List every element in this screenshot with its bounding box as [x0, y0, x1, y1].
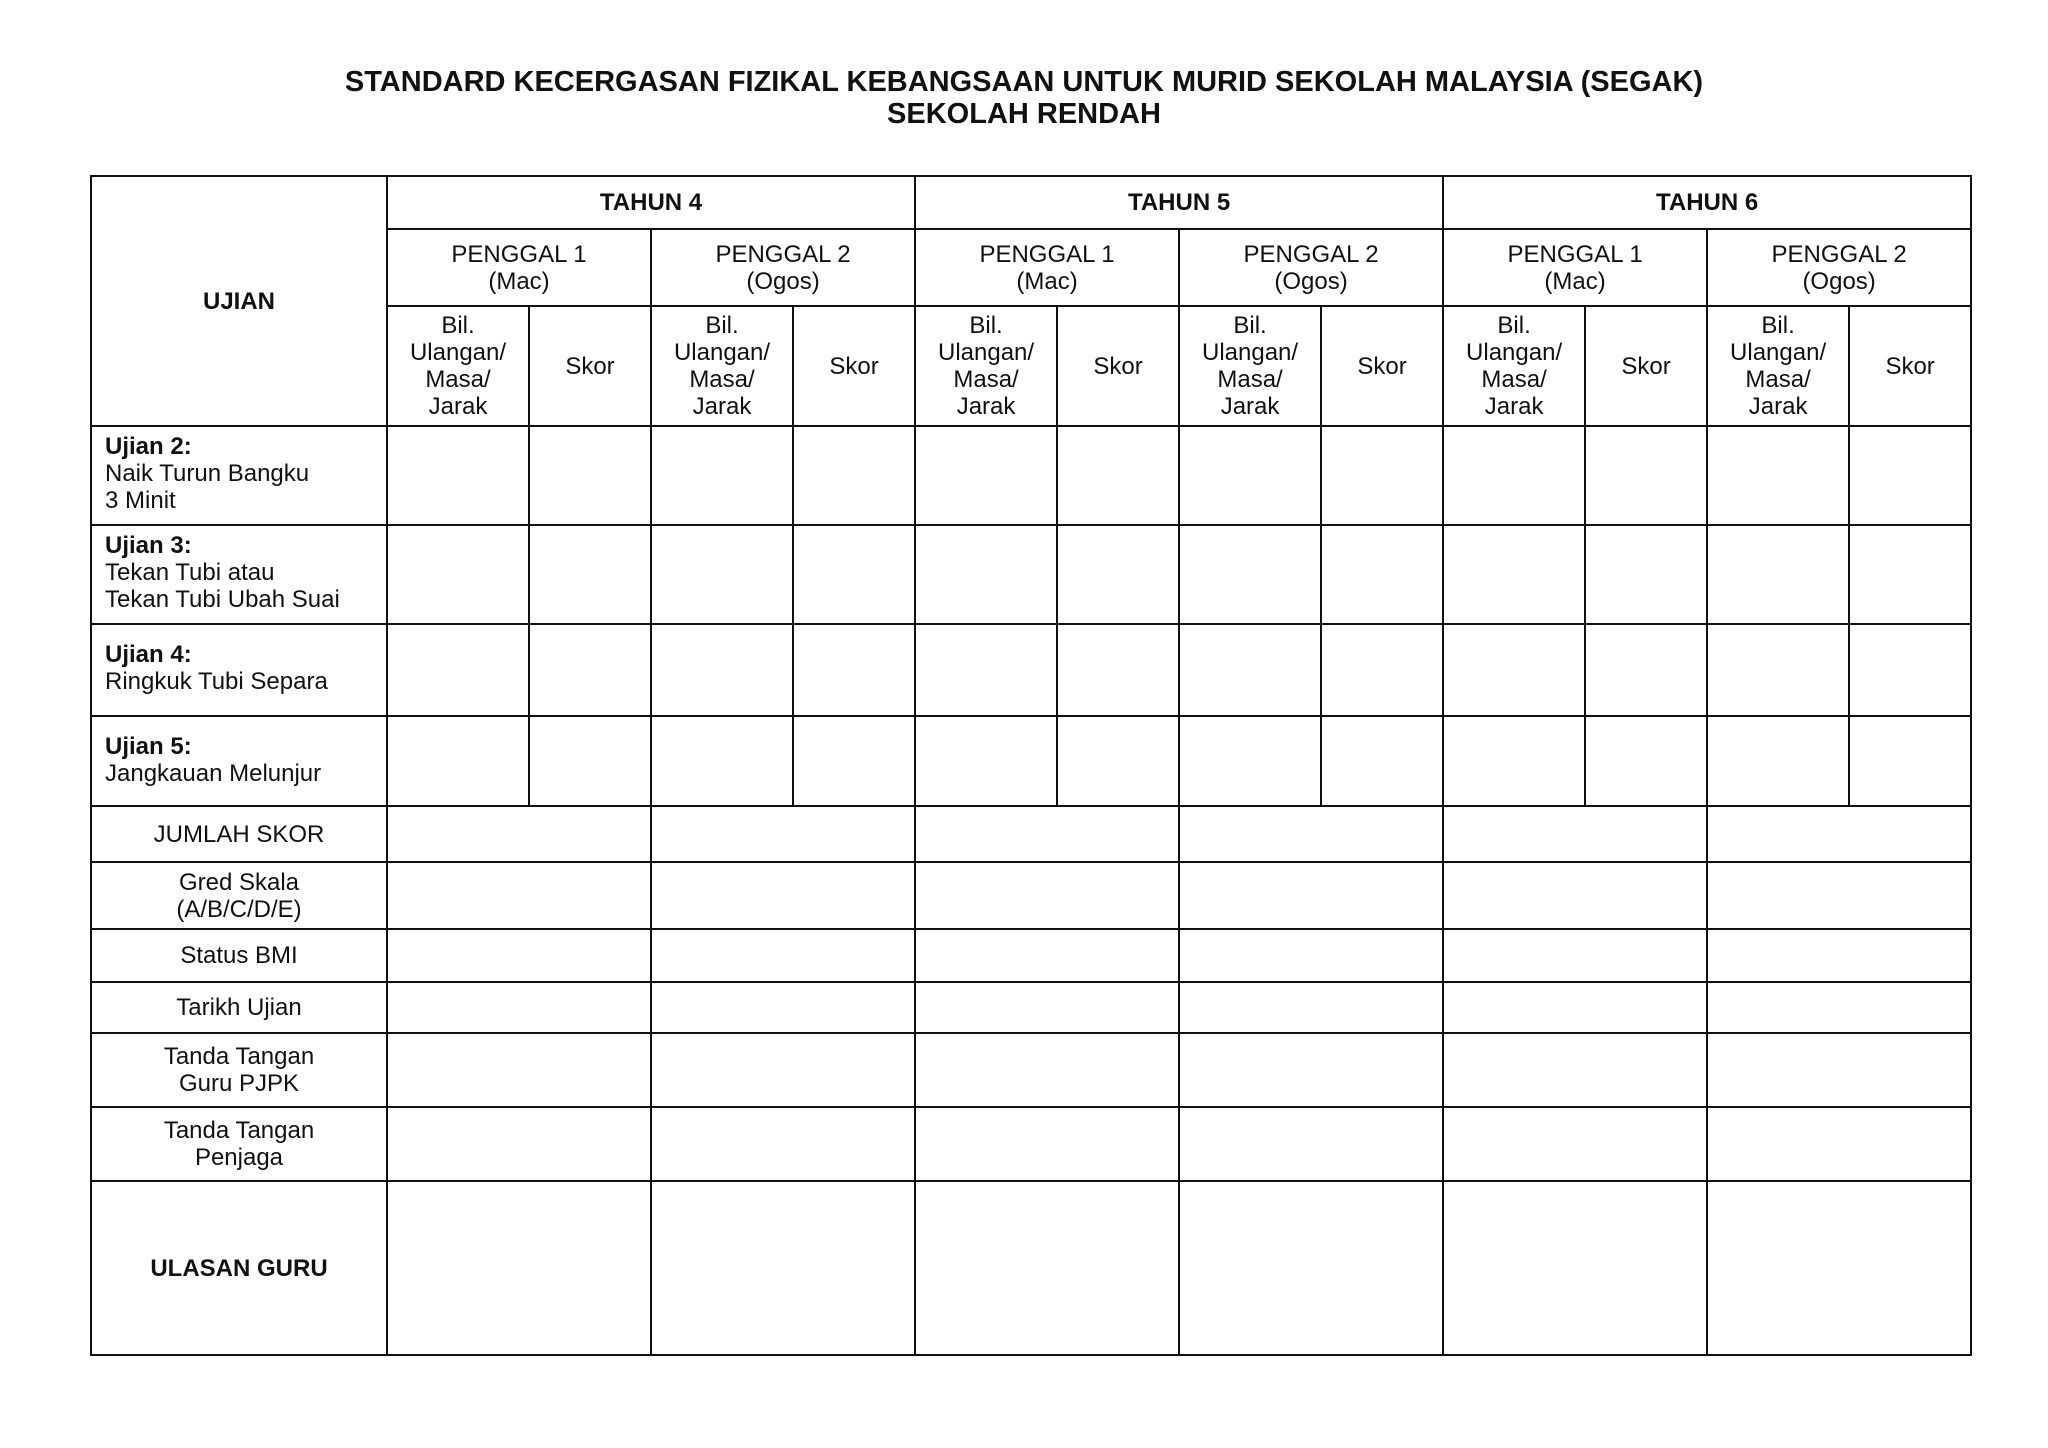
summary-label: JUMLAH SKOR [91, 806, 387, 862]
summary-row-tanda-tangan-guru [91, 1033, 1971, 1107]
entry-cell[interactable] [387, 624, 529, 716]
entry-cell[interactable] [1707, 624, 1849, 716]
entry-cell[interactable] [1707, 716, 1849, 806]
entry-cell[interactable] [1057, 716, 1179, 806]
title-line-2: SEKOLAH RENDAH [887, 98, 1161, 130]
term-header: PENGGAL 2 (Ogos) [1179, 229, 1443, 306]
entry-cell[interactable] [1585, 426, 1707, 525]
test-label: Ujian 5: Jangkauan Melunjur [91, 716, 387, 806]
entry-cell[interactable] [529, 624, 651, 716]
entry-cell[interactable] [387, 1033, 651, 1107]
entry-cell[interactable] [1849, 525, 1971, 624]
year-header-tahun-6: TAHUN 6 [1443, 176, 1971, 229]
segak-score-table [90, 175, 1972, 1356]
entry-cell[interactable] [651, 982, 915, 1033]
entry-cell[interactable] [1443, 716, 1585, 806]
entry-cell[interactable] [387, 1181, 651, 1355]
entry-cell[interactable] [1321, 716, 1443, 806]
entry-cell[interactable] [651, 1181, 915, 1355]
entry-cell[interactable] [651, 624, 793, 716]
entry-cell[interactable] [1057, 525, 1179, 624]
entry-cell[interactable] [915, 525, 1057, 624]
summary-row-gred-skala [91, 862, 1971, 929]
entry-cell[interactable] [1849, 716, 1971, 806]
summary-row-tanda-tangan-penjaga [91, 1107, 1971, 1181]
year-header-tahun-4: TAHUN 4 [387, 176, 915, 229]
entry-cell[interactable] [1179, 1181, 1443, 1355]
entry-cell[interactable] [1443, 624, 1585, 716]
entry-cell[interactable] [1321, 525, 1443, 624]
test-row [91, 525, 1971, 624]
entry-cell[interactable] [651, 426, 793, 525]
entry-cell[interactable] [1057, 624, 1179, 716]
summary-label: Tanda Tangan Penjaga [91, 1107, 387, 1181]
entry-cell[interactable] [1443, 862, 1707, 929]
skor-column-header: Skor [793, 306, 915, 426]
entry-cell[interactable] [1707, 982, 1971, 1033]
year-header-tahun-5: TAHUN 5 [915, 176, 1443, 229]
entry-cell[interactable] [387, 426, 529, 525]
entry-cell[interactable] [387, 1107, 651, 1181]
test-label: Ujian 3: Tekan Tubi atau Tekan Tubi Ubah Suai [91, 525, 387, 624]
entry-cell[interactable] [1443, 806, 1707, 862]
entry-cell[interactable] [529, 426, 651, 525]
table-body [91, 176, 1971, 1355]
skor-column-header: Skor [1321, 306, 1443, 426]
entry-cell[interactable] [1443, 1033, 1707, 1107]
entry-cell[interactable] [1707, 1107, 1971, 1181]
entry-cell[interactable] [1057, 426, 1179, 525]
entry-cell[interactable] [1321, 426, 1443, 525]
entry-cell[interactable] [915, 624, 1057, 716]
entry-cell[interactable] [1707, 806, 1971, 862]
skor-column-header: Skor [529, 306, 651, 426]
entry-cell[interactable] [1179, 525, 1321, 624]
bil-column-header: Bil. Ulangan/ Masa/ Jarak [1443, 306, 1585, 426]
entry-cell[interactable] [1585, 525, 1707, 624]
bil-column-header: Bil. Ulangan/ Masa/ Jarak [1179, 306, 1321, 426]
entry-cell[interactable] [793, 716, 915, 806]
entry-cell[interactable] [1707, 525, 1849, 624]
entry-cell[interactable] [1849, 624, 1971, 716]
entry-cell[interactable] [651, 1033, 915, 1107]
entry-cell[interactable] [529, 716, 651, 806]
entry-cell[interactable] [1585, 624, 1707, 716]
entry-cell[interactable] [1179, 624, 1321, 716]
entry-cell[interactable] [651, 1107, 915, 1181]
entry-cell[interactable] [915, 862, 1179, 929]
entry-cell[interactable] [915, 982, 1179, 1033]
entry-cell[interactable] [1707, 862, 1971, 929]
summary-label: Status BMI [91, 929, 387, 982]
entry-cell[interactable] [387, 806, 651, 862]
entry-cell[interactable] [1179, 982, 1443, 1033]
entry-cell[interactable] [1443, 426, 1585, 525]
entry-cell[interactable] [651, 862, 915, 929]
header-row-years [91, 176, 1971, 229]
entry-cell[interactable] [915, 929, 1179, 982]
entry-cell[interactable] [793, 426, 915, 525]
entry-cell[interactable] [1443, 1181, 1707, 1355]
entry-cell[interactable] [915, 1107, 1179, 1181]
entry-cell[interactable] [1849, 426, 1971, 525]
entry-cell[interactable] [793, 525, 915, 624]
entry-cell[interactable] [387, 982, 651, 1033]
summary-row-jumlah-skor [91, 806, 1971, 862]
entry-cell[interactable] [915, 806, 1179, 862]
test-label: Ujian 4: Ringkuk Tubi Separa [91, 624, 387, 716]
entry-cell[interactable] [915, 1181, 1179, 1355]
ujian-header: UJIAN [91, 176, 387, 426]
entry-cell[interactable] [793, 624, 915, 716]
entry-cell[interactable] [387, 862, 651, 929]
test-label: Ujian 2: Naik Turun Bangku 3 Minit [91, 426, 387, 525]
summary-label: Tarikh Ujian [91, 982, 387, 1033]
entry-cell[interactable] [1179, 426, 1321, 525]
test-row [91, 716, 1971, 806]
entry-cell[interactable] [651, 525, 793, 624]
summary-label: Tanda Tangan Guru PJPK [91, 1033, 387, 1107]
entry-cell[interactable] [1179, 806, 1443, 862]
entry-cell[interactable] [1443, 525, 1585, 624]
title-line-1: STANDARD KECERGASAN FIZIKAL KEBANGSAAN UNTUK MURID SEKOLAH MALAYSIA (SEGAK) [344, 66, 1704, 98]
summary-row-status-bmi [91, 929, 1971, 982]
bil-column-header: Bil. Ulangan/ Masa/ Jarak [651, 306, 793, 426]
entry-cell[interactable] [651, 716, 793, 806]
entry-cell[interactable] [387, 929, 651, 982]
skor-column-header: Skor [1849, 306, 1971, 426]
entry-cell[interactable] [529, 525, 651, 624]
entry-cell[interactable] [1707, 1181, 1971, 1355]
term-header: PENGGAL 2 (Ogos) [651, 229, 915, 306]
entry-cell[interactable] [1707, 1033, 1971, 1107]
term-header: PENGGAL 1 (Mac) [915, 229, 1179, 306]
term-header: PENGGAL 2 (Ogos) [1707, 229, 1971, 306]
page-title [0, 66, 2048, 130]
entry-cell[interactable] [1443, 982, 1707, 1033]
entry-cell[interactable] [1179, 929, 1443, 982]
skor-column-header: Skor [1585, 306, 1707, 426]
test-row [91, 426, 1971, 525]
entry-cell[interactable] [915, 716, 1057, 806]
skor-column-header: Skor [1057, 306, 1179, 426]
summary-label: Gred Skala (A/B/C/D/E) [91, 862, 387, 929]
entry-cell[interactable] [1443, 929, 1707, 982]
entry-cell[interactable] [915, 426, 1057, 525]
summary-row-tarikh-ujian [91, 982, 1971, 1033]
entry-cell[interactable] [915, 1033, 1179, 1107]
entry-cell[interactable] [387, 525, 529, 624]
ulasan-guru-label: ULASAN GURU [91, 1181, 387, 1355]
bil-column-header: Bil. Ulangan/ Masa/ Jarak [1707, 306, 1849, 426]
entry-cell[interactable] [1321, 624, 1443, 716]
entry-cell[interactable] [1179, 1033, 1443, 1107]
entry-cell[interactable] [1179, 862, 1443, 929]
entry-cell[interactable] [1707, 929, 1971, 982]
term-header: PENGGAL 1 (Mac) [1443, 229, 1707, 306]
bil-column-header: Bil. Ulangan/ Masa/ Jarak [915, 306, 1057, 426]
entry-cell[interactable] [651, 806, 915, 862]
entry-cell[interactable] [1443, 1107, 1707, 1181]
term-header: PENGGAL 1 (Mac) [387, 229, 651, 306]
entry-cell[interactable] [1585, 716, 1707, 806]
entry-cell[interactable] [651, 929, 915, 982]
entry-cell[interactable] [387, 716, 529, 806]
test-row [91, 624, 1971, 716]
entry-cell[interactable] [1179, 716, 1321, 806]
entry-cell[interactable] [1179, 1107, 1443, 1181]
entry-cell[interactable] [1707, 426, 1849, 525]
bil-column-header: Bil. Ulangan/ Masa/ Jarak [387, 306, 529, 426]
summary-row-ulasan-guru [91, 1181, 1971, 1355]
